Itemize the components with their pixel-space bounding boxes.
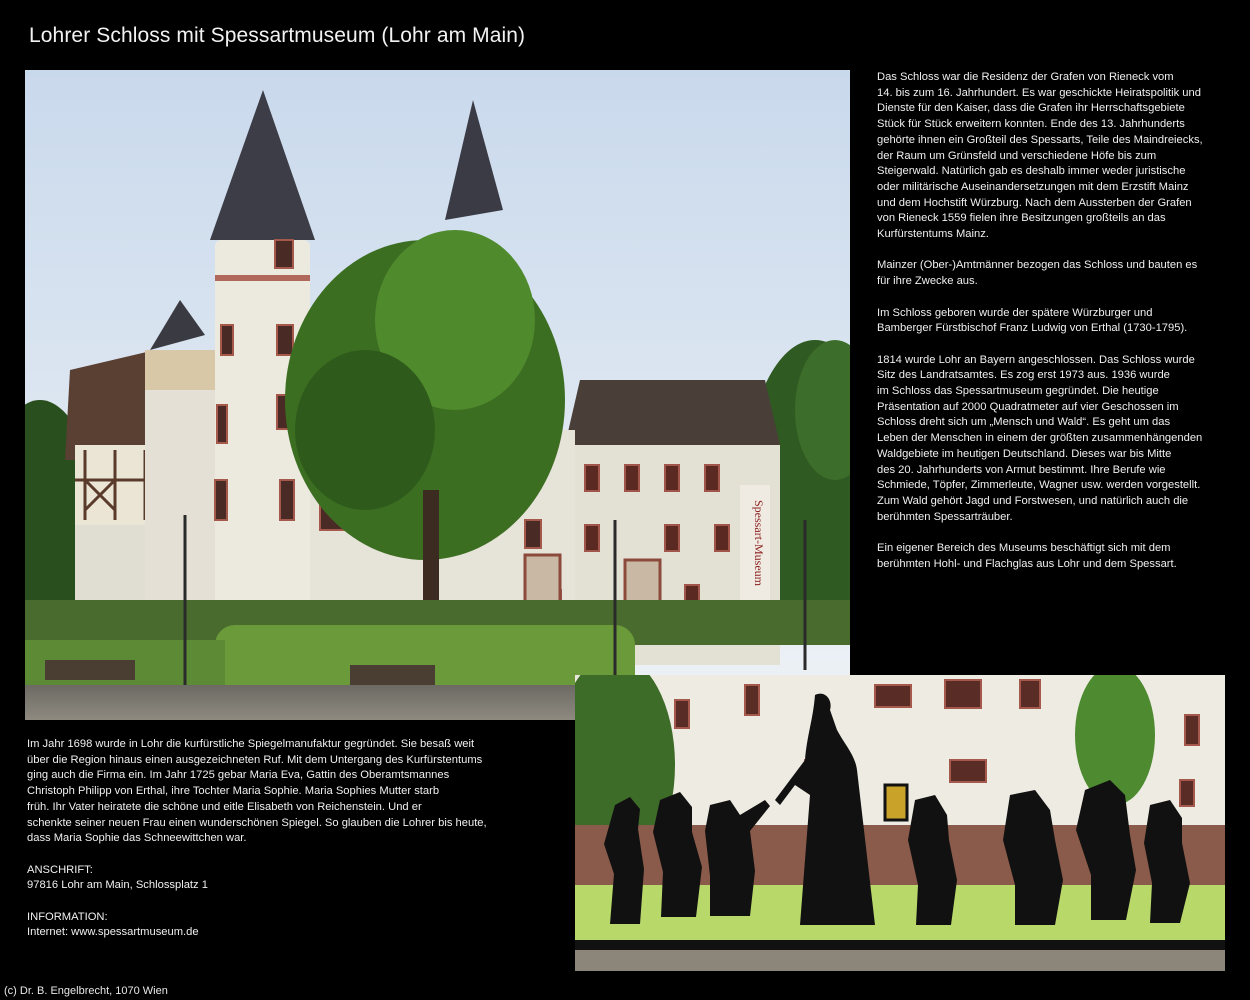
copyright-footer: (c) Dr. B. Engelbrecht, 1070 Wien [4, 985, 168, 997]
paragraph-museum: 1814 wurde Lohr an Bayern angeschlossen. Das Schloss wurde Sitz des Landratsamtes. Es zog erst 1973 aus. 1936 wurde im Schloss das Spessartmuseum gegründet. Die heutige Präsentation auf 2000 Quadratmeter auf vier Geschossen im Schloss dreht sich um „Mensch und Wald“. Es geht um das Leben der Menschen in einem der größten zusammenhängenden Waldgebiete im heutigen Deutschland. Dieses war bis Mitte des 20. Jahrhunderts von Armut bestimmt. Ihre Berufe wie Schmiede, Töpfer, Zimmerleute, Wagner usw. werden vorgestellt. Zum Wald gehört Jagd und Forstwesen, und natürlich auch die berühmten Spessarträuber. [877, 353, 1203, 523]
website-link[interactable]: Internet: www.spessartmuseum.de [27, 926, 199, 939]
page-title: Lohrer Schloss mit Spessartmuseum (Lohr am Main) [29, 24, 526, 47]
snow-white-silhouettes-photo [575, 675, 1225, 971]
paragraph-mirror: Im Jahr 1698 wurde in Lohr die kurfürstliche Spiegelmanufaktur gegründet. Sie besaß weit über die Region hinaus einen ausgezeichneten Ruf. Mit dem Untergang des Kurfürstentums ging auch die Firma ein. Im Jahr 1725 gebar Maria Eva, Gattin des Oberamtsmannes Christoph Philipp von Erthal, ihre Tochter Maria Sophie. Maria Sophies Mutter starb früh. Ihr Vater heiratete die schöne und eitle Elisabeth von Reichenstein. Und er schenkte seiner neuen Frau einen wunderschönen Spiegel. So glauben die Lohrer bis heute, dass Maria Sophie das Schneewittchen war. [27, 738, 487, 845]
mirror-story-text [27, 737, 547, 941]
paragraph-amtmaenner: Mainzer (Ober-)Amtmänner bezogen das Schloss und bauten es für ihre Zwecke aus. [877, 259, 1198, 288]
paragraph-rieneck: Das Schloss war die Residenz der Grafen von Rieneck vom 14. bis zum 16. Jahrhundert. Es war geschickte Heiratspolitik und Dienste für den Kaiser, dass die Grafen ihr Herrschaftsgebiete Stück für Stück erweitern konnten. Ende des 13. Jahrhunderts gehörte ihnen ein Großteil des Spessarts, Teile des Maindreiecks, der Raum um Grünsfeld und verschiedene Höfe bis zum Steigerwald. Natürlich gab es deshalb immer weder juristische oder militärische Auseinandersetzungen mit dem Erzstift Mainz und dem Hochstift Würzburg. Nach dem Aussterben der Grafen von Rieneck 1559 fielen ihre Besitzungen großteils an das Kurfürstentums Mainz. [877, 71, 1203, 241]
paragraph-glass: Ein eigener Bereich des Museums beschäftigt sich mit dem berühmten Hohl- und Flachglas aus Lohr und dem Spessart. [877, 542, 1177, 570]
address-label: ANSCHRIFT: [27, 863, 93, 876]
information-label: INFORMATION: [27, 910, 108, 923]
address: 97816 Lohr am Main, Schlossplatz 1 [27, 879, 208, 892]
castle-photo [25, 70, 850, 720]
history-text [877, 70, 1237, 588]
paragraph-erthal: Im Schloss geboren wurde der spätere Würzburger und Bamberger Fürstbischof Franz Ludwig von Erthal (1730-1795). [877, 306, 1188, 335]
banner-text: Spessart-Museum [752, 500, 766, 586]
